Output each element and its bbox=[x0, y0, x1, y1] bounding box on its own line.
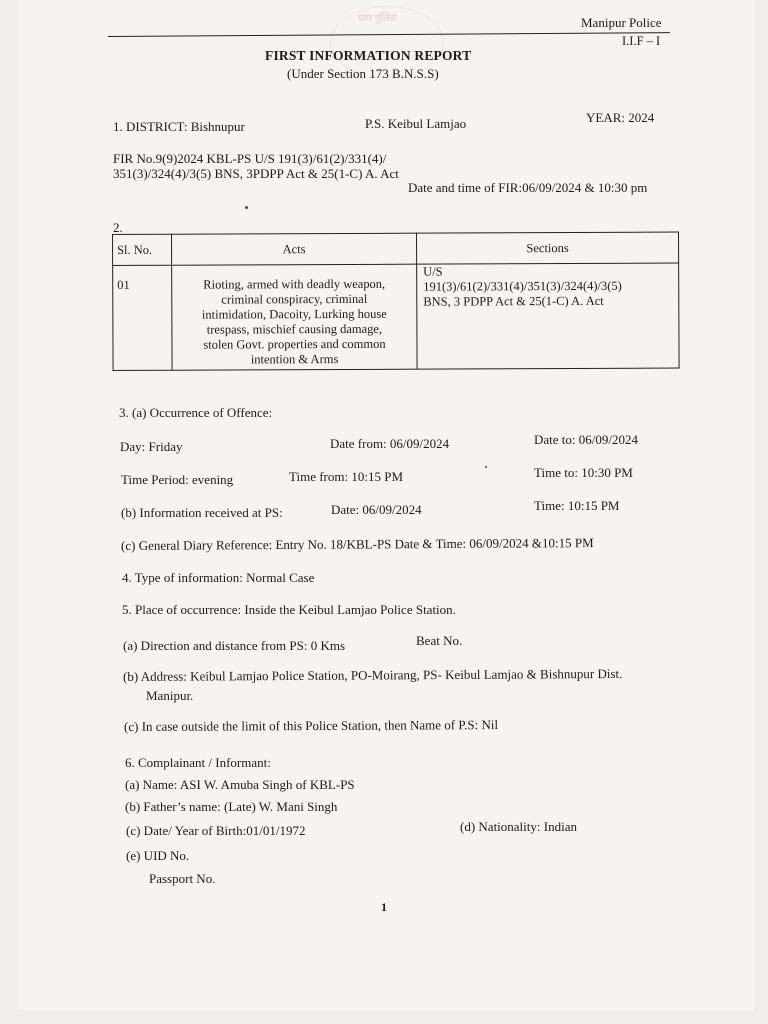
occurrence-time-to: Time to: 10:30 PM bbox=[534, 465, 633, 480]
fir-datetime: Date and time of FIR:06/09/2024 & 10:30 pm bbox=[408, 180, 648, 195]
complainant-heading: 6. Complainant / Informant: bbox=[125, 755, 271, 770]
acts-line: Rioting, armed with deadly weapon, bbox=[203, 276, 386, 292]
sections-line: BNS, 3 PDPP Act & 25(1-C) A. Act bbox=[423, 293, 604, 309]
complainant-father: (b) Father’s name: (Late) W. Mani Singh bbox=[125, 799, 338, 814]
header-acts: Acts bbox=[172, 233, 417, 265]
acts-line: intention & Arms bbox=[250, 352, 339, 367]
district: 1. DISTRICT: Bishnupur bbox=[113, 119, 245, 134]
occurrence-day: Day: Friday bbox=[120, 439, 183, 454]
outside-ps-limit: (c) In case outside the limit of this Police Station, then Name of P.S: Nil bbox=[123, 717, 499, 734]
general-diary-reference: (c) General Diary Reference: Entry No. 18/KBL-PS Date & Time: 06/09/2024 &10:15 PM bbox=[120, 535, 594, 553]
row-sections bbox=[417, 263, 679, 369]
occurrence-time-from: Time from: 10:15 PM bbox=[289, 469, 404, 484]
fir-number-line2: 351(3)/324(4)/3(5) BNS, 3PDPP Act & 25(1-C) A. Act bbox=[113, 166, 399, 181]
complainant-name: (a) Name: ASI W. Amuba Singh of KBL-PS bbox=[125, 777, 355, 792]
row-acts bbox=[172, 264, 417, 370]
page-number: 1 bbox=[381, 900, 387, 914]
acts-line: criminal conspiracy, criminal bbox=[221, 291, 368, 307]
table-row bbox=[113, 263, 679, 370]
page-title: FIRST INFORMATION REPORT bbox=[265, 48, 472, 63]
beat-number: Beat No. bbox=[416, 633, 463, 648]
page-subtitle: (Under Section 173 B.N.S.S) bbox=[287, 66, 439, 81]
occurrence-date-from: Date from: 06/09/2024 bbox=[330, 436, 450, 451]
police-station: P.S. Keibul Lamjao bbox=[365, 116, 467, 131]
fir-number-line1: FIR No.9(9)2024 KBL-PS U/S 191(3)/61(2)/331(4)/ bbox=[113, 151, 387, 166]
year: YEAR: 2024 bbox=[586, 110, 655, 125]
table-header-row bbox=[113, 232, 679, 265]
info-received-time: Time: 10:15 PM bbox=[534, 498, 620, 513]
complainant-uid: (e) UID No. bbox=[126, 848, 190, 863]
occurrence-heading: 3. (a) Occurrence of Offence: bbox=[119, 405, 273, 420]
occurrence-date-to: Date to: 06/09/2024 bbox=[534, 432, 638, 447]
place-of-occurrence: 5. Place of occurrence: Inside the Keibul Lamjao Police Station. bbox=[122, 602, 456, 617]
org-name: Manipur Police bbox=[581, 15, 662, 30]
complainant-nationality: (d) Nationality: Indian bbox=[460, 819, 577, 834]
acts-line: trespass, mischief causing damage, bbox=[206, 321, 383, 337]
form-code: I.I.F – I bbox=[622, 34, 661, 48]
acts-sections-table bbox=[112, 232, 680, 371]
header-sl-no: Sl. No. bbox=[113, 234, 172, 265]
acts-line: intimidation, Dacoity, Lurking house bbox=[201, 306, 387, 322]
header-sections: Sections bbox=[416, 232, 678, 264]
sections-line: 191(3)/61(2)/331(4)/351(3)/324(4)/3(5) bbox=[423, 278, 622, 294]
info-received-date: Date: 06/09/2024 bbox=[331, 502, 422, 517]
info-received-label: (b) Information received at PS: bbox=[121, 505, 283, 520]
complainant-dob: (c) Date/ Year of Birth:01/01/1972 bbox=[126, 823, 306, 838]
direction-distance: (a) Direction and distance from PS: 0 Kms bbox=[123, 638, 346, 653]
sections-line: U/S bbox=[423, 264, 443, 279]
ink-speck bbox=[485, 466, 487, 468]
section-2-number: 2. bbox=[113, 220, 123, 235]
complainant-passport: Passport No. bbox=[149, 871, 216, 886]
acts-line: stolen Govt. properties and common bbox=[203, 336, 386, 352]
row-sl-no: 01 bbox=[113, 265, 172, 370]
ink-speck bbox=[245, 206, 248, 209]
stamp-seal-text: ग्राम पुलिस bbox=[358, 13, 397, 24]
address-line-1: (b) Address: Keibul Lamjao Police Station, PO-Moirang, PS- Keibul Lamjao & Bishnupur Dist. bbox=[122, 665, 623, 684]
information-type: 4. Type of information: Normal Case bbox=[122, 570, 315, 585]
address-line-2: Manipur. bbox=[146, 688, 194, 703]
occurrence-time-period: Time Period: evening bbox=[121, 472, 234, 487]
